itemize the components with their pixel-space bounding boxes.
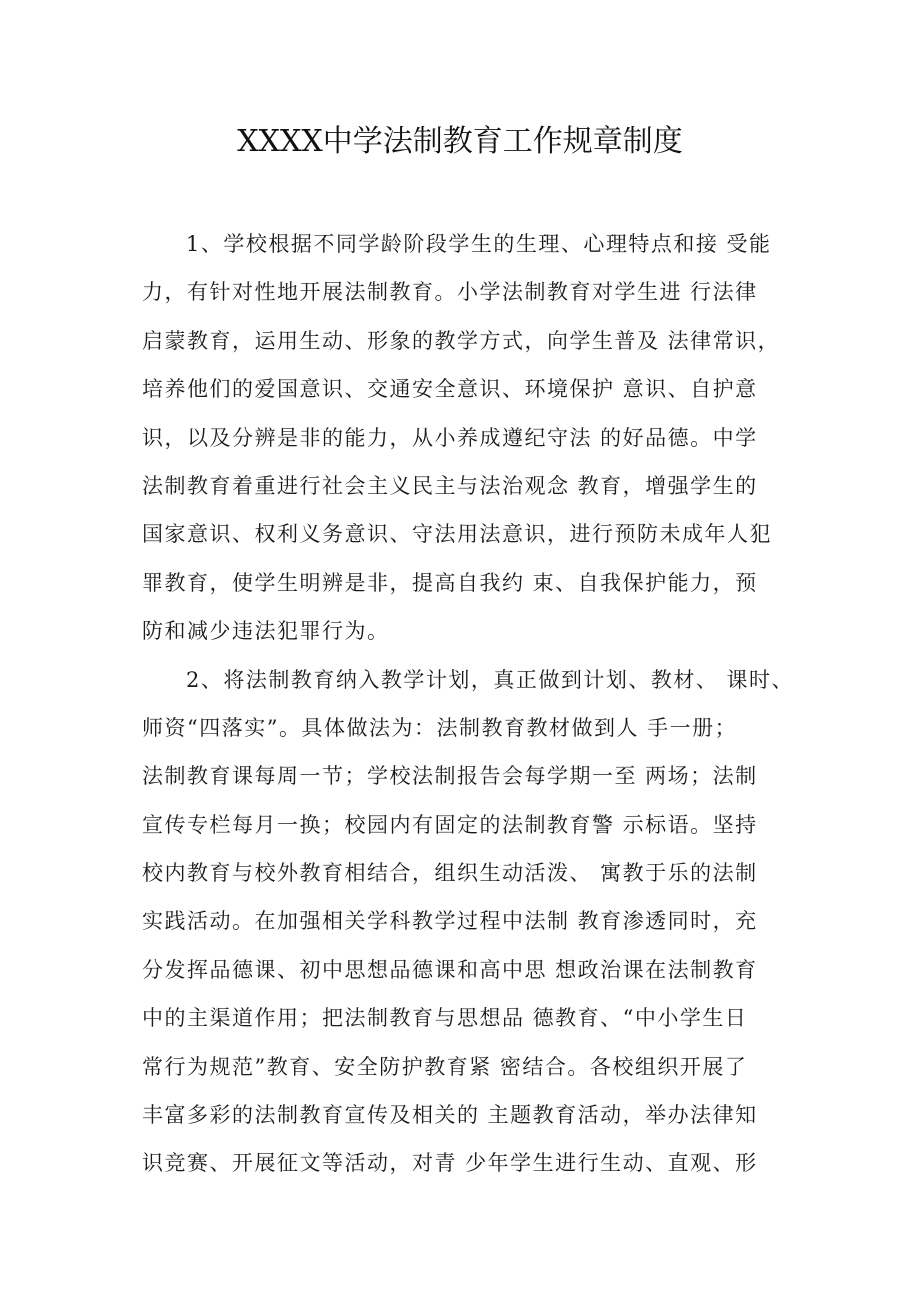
paragraph-2-line-2: 师资“四落实”。具体做法为：法制教育教材做到人 手一册； [142,715,738,740]
paragraph-2-line-11: 识竞赛、开展征文等活动，对青 少年学生进行生动、直观、形 [142,1151,758,1176]
paragraph-1-line-2: 力，有针对性地开展法制教育。小学法制教育对学生进 行法律 [142,280,758,305]
paragraph-1-line-5: 识，以及分辨是非的能力，从小养成遵纪守法 的好品德。中学 [142,425,758,450]
paragraph-2-line-8: 中的主渠道作用；把法制教育与思想品 德教育、“中小学生日 [142,1006,748,1031]
document-title: XXXX中学法制教育工作规章制度 [237,124,683,159]
paragraph-2-line-5: 校内教育与校外教育相结合，组织生动活泼、 寓教于乐的法制 [142,861,758,886]
paragraph-1-line-6: 法制教育着重进行社会主义民主与法治观念 教育，增强学生的 [142,473,758,498]
paragraph-2-line-6: 实践活动。在加强相关学科教学过程中法制 教育渗透同时，充 [142,909,758,934]
paragraph-2-line-10: 丰富多彩的法制教育宣传及相关的 主题教育活动，举办法律知 [142,1103,758,1128]
paragraph-1-line-4: 培养他们的爱国意识、交通安全意识、环境保护 意识、自护意 [142,377,758,402]
paragraph-1-line-9: 防和减少违法犯罪行为。 [142,619,390,644]
paragraph-2-line-1: 2、将法制教育纳入教学计划，真正做到计划、教材、 课时、 [186,667,795,692]
paragraph-1-line-1: 1、学校根据不同学龄阶段学生的生理、心理特点和接 受能 [186,232,772,256]
paragraph-1-line-8: 罪教育，使学生明辨是非，提高自我约 束、自我保护能力，预 [142,570,758,595]
paragraph-2-line-3: 法制教育课每周一节；学校法制报告会每学期一至 两场；法制 [142,764,758,789]
paragraph-1-line-7: 国家意识、权利义务意识、守法用法意识，进行预防未成年人犯 [142,522,772,547]
paragraph-2-line-9: 常行为规范”教育、安全防护教育紧 密结合。各校组织开展了 [142,1054,748,1079]
paragraph-1-line-3: 启蒙教育，运用生动、形象的教学方式，向学生普及 法律常识， [142,328,781,353]
paragraph-2-line-7: 分发挥品德课、初中思想品德课和高中思 想政治课在法制教育 [142,957,758,982]
paragraph-2-line-4: 宣传专栏每月一换；校园内有固定的法制教育警 示标语。坚持 [142,812,758,837]
document-body [142,224,795,1192]
